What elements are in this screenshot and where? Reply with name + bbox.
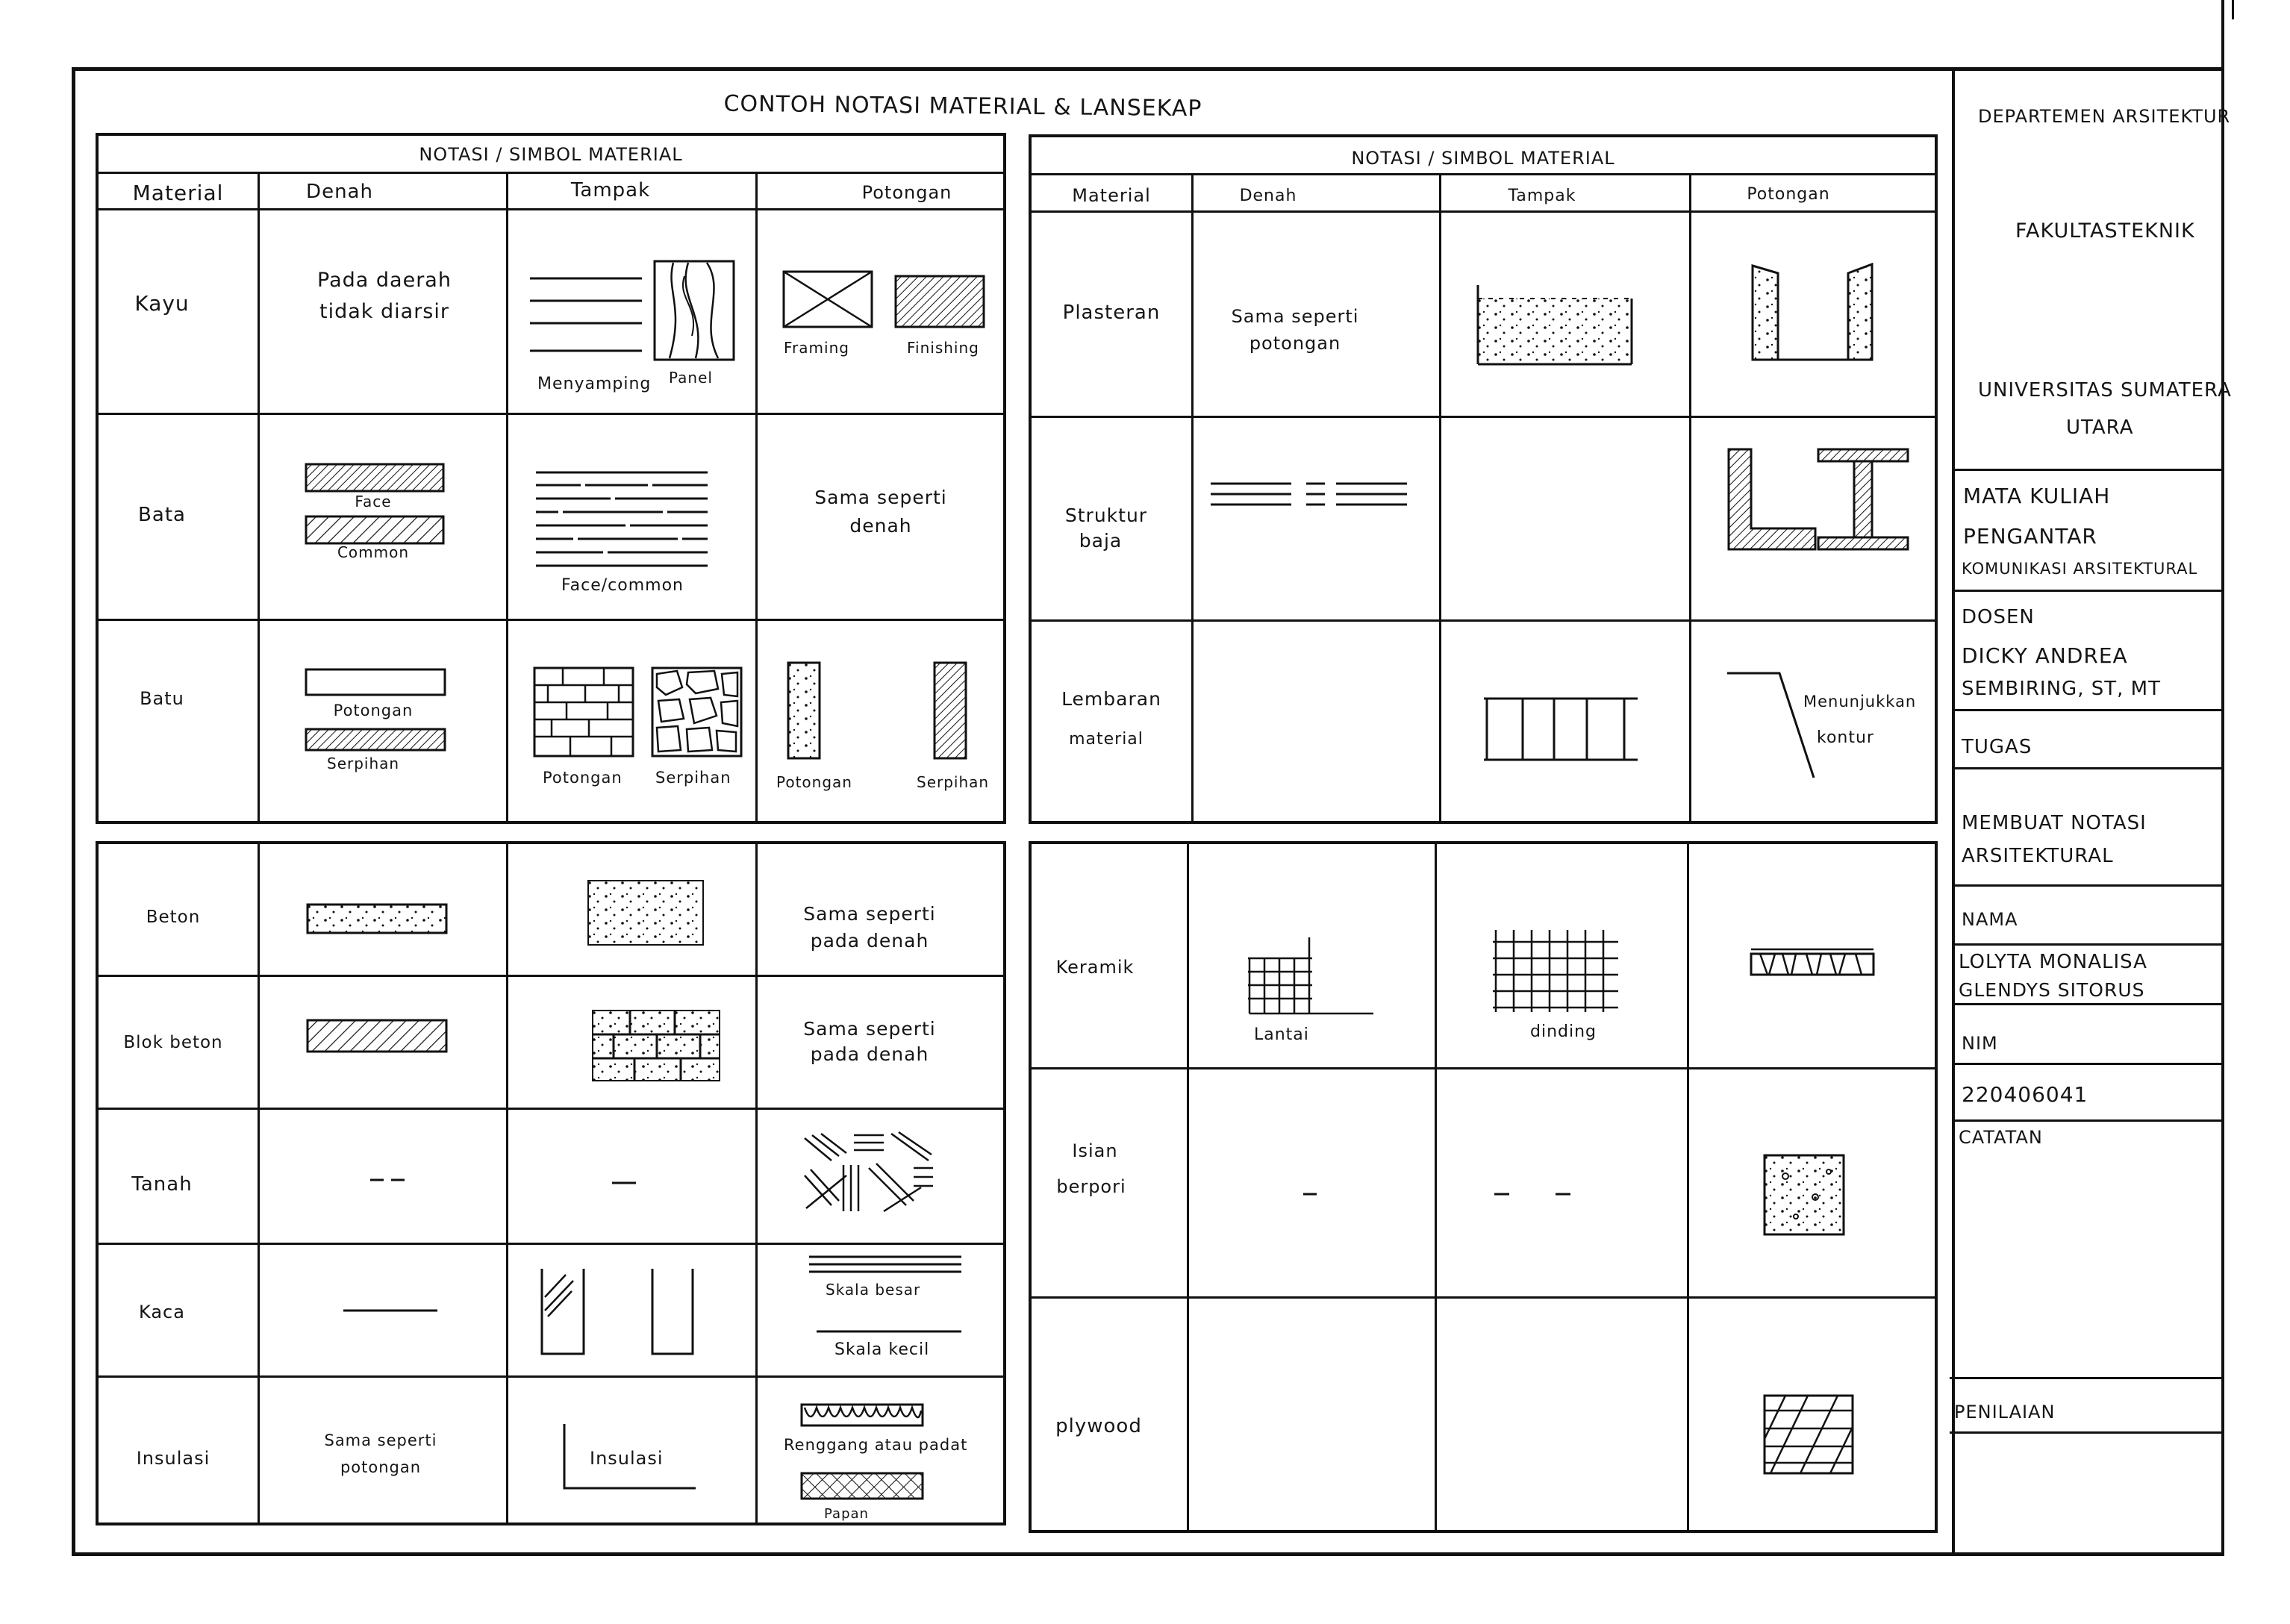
batu-label-serpihan: Serpihan [327,755,400,772]
tb-universitas-line1: UNIVERSITAS SUMATERA [1978,379,2232,402]
struktur-potongan-symbol [1726,446,1912,552]
panel2-header-potongan: Potongan [1747,185,1830,204]
panel2-header-tampak: Tampak [1508,187,1576,205]
batu-potongan-serpihan-symbol [933,661,969,762]
insulasi-potongan-papan-symbol [800,1472,926,1502]
material-bata: Bata [138,504,186,526]
lembaran-tampak-symbol [1482,694,1639,764]
blok-beton-potongan-line1: Sama seperti [803,1018,936,1040]
material-kaca: Kaca [139,1302,185,1322]
tb-dosen-label: DOSEN [1962,606,2035,628]
sheet-border-top [72,67,2221,71]
tb-penilaian-label: PENILAIAN [1954,1402,2056,1422]
plasteran-denah-line2: potongan [1249,333,1341,354]
kaca-label-skala-kecil: Skala kecil [834,1340,930,1359]
bata-label-face: Face [355,493,392,510]
material-struktur-line1: Struktur [1064,505,1148,526]
kayu-label-panel: Panel [669,369,713,387]
tb-fakultas: FAKULTASTEKNIK [2015,219,2195,243]
tanah-denah-symbol [369,1176,406,1184]
bata-denah-face-symbol [305,463,446,494]
kayu-denah-line1: Pada daerah [317,269,452,292]
tb-nama-line2: GLENDYS SITORUS [1959,979,2145,1001]
title-block-divider [1952,71,1955,1552]
tb-mata-kuliah-line1: PENGANTAR [1963,524,2097,549]
keramik-label-dinding: dinding [1530,1022,1597,1041]
bata-label-common: Common [337,543,410,561]
kaca-label-skala-besar: Skala besar [826,1281,921,1299]
keramik-label-lantai: Lantai [1254,1025,1309,1044]
material-tanah: Tanah [131,1173,193,1196]
insulasi-label-renggang: Renggang atau padat [784,1436,968,1454]
material-isian-line1: Isian [1072,1140,1118,1161]
kayu-potongan-finishing-symbol [894,275,988,331]
isian-tampak-symbol [1493,1191,1575,1197]
kaca-tampak-symbol-2 [649,1267,696,1357]
kaca-potongan-skala-besar-symbol [808,1254,964,1276]
crop-mark-top [2232,0,2234,19]
material-lembaran-line2: material [1069,730,1144,749]
tb-tugas-line2: ARSITEKTURAL [1962,845,2114,867]
batu-potongan-label-serpihan: Serpihan [917,773,990,791]
material-keramik: Keramik [1055,957,1135,978]
bata-potongan-line2: denah [849,515,912,537]
isian-denah-symbol [1302,1191,1318,1197]
batu-denah-potongan-symbol [305,668,448,699]
tb-universitas-line2: UTARA [2066,416,2134,439]
beton-potongan-line2: pada denah [810,930,929,952]
tb-nama-label: NAMA [1962,909,2018,930]
insulasi-denah-line2: potongan [340,1458,422,1476]
tanah-potongan-symbol [802,1131,935,1214]
sheet-border-bottom [72,1552,2221,1556]
plywood-potongan-symbol [1763,1394,1856,1476]
batu-potongan-potongan-symbol [787,661,823,762]
panel2-title: NOTASI / SIMBOL MATERIAL [1351,148,1615,169]
material-batu: Batu [140,688,184,709]
panel2-header-denah: Denah [1239,187,1297,205]
blok-beton-denah-symbol [306,1019,449,1055]
material-kayu: Kayu [134,291,190,316]
beton-denah-symbol [306,903,449,936]
batu-denah-serpihan-symbol [305,728,448,753]
kaca-denah-symbol [342,1308,439,1314]
insulasi-label-papan: Papan [824,1506,869,1522]
batu-tampak-serpihan-symbol [651,666,744,760]
beton-tampak-symbol [587,879,706,948]
keramik-tampak-symbol [1491,928,1620,1018]
bata-label-facecommon: Face/common [561,576,684,595]
panel1-header-potongan: Potongan [861,182,952,203]
batu-tampak-label-potongan: Potongan [543,769,623,787]
plasteran-tampak-symbol [1476,284,1635,367]
kayu-label-framing: Framing [784,339,849,357]
kayu-denah-line2: tidak diarsir [319,300,449,323]
struktur-denah-symbol [1209,479,1411,509]
tb-tugas-line1: MEMBUAT NOTASI [1962,812,2147,834]
tb-dosen-line2: SEMBIRING, ST, MT [1962,678,2161,700]
material-plywood: plywood [1055,1415,1142,1437]
kayu-label-finishing: Finishing [907,339,979,357]
material-isian-line2: berpori [1056,1176,1126,1197]
batu-tampak-potongan-symbol [533,666,636,760]
material-beton: Beton [146,908,201,927]
blok-beton-tampak-symbol [591,1009,723,1084]
keramik-denah-symbol [1247,936,1375,1016]
material-plasteran: Plasteran [1062,302,1161,324]
bata-denah-common-symbol [305,515,446,546]
tb-departemen: DEPARTEMEN ARSITEKTUR [1978,106,2231,127]
sheet-title: CONTOH NOTASI MATERIAL & LANSEKAP [723,90,1202,122]
isian-potongan-symbol [1763,1154,1847,1237]
plasteran-potongan-symbol [1748,263,1882,363]
plasteran-denah-line1: Sama seperti [1231,306,1359,327]
tb-dosen-line1: DICKY ANDREA [1962,643,2128,668]
kaca-tampak-symbol-1 [539,1267,587,1357]
material-lembaran-line1: Lembaran [1061,688,1161,710]
tb-nama-line1: LOLYTA MONALISA [1959,951,2147,973]
tb-nim-value: 220406041 [1962,1082,2088,1107]
lembaran-label-kontur: kontur [1817,728,1874,747]
sheet-border-left [72,67,75,1555]
keramik-potongan-symbol [1750,946,1875,982]
insulasi-tampak-label: Insulasi [590,1448,664,1469]
panel1-header-denah: Denah [306,181,373,203]
batu-label-potongan: Potongan [333,702,414,719]
insulasi-denah-line1: Sama seperti [324,1431,437,1449]
insulasi-potongan-renggang-symbol [800,1403,926,1428]
panel1-header-material: Material [132,181,224,205]
kayu-potongan-framing-symbol [782,270,876,330]
panel1-header-tampak: Tampak [570,179,651,202]
batu-potongan-label-potongan: Potongan [776,773,852,791]
kayu-tampak-menyamping-symbol [530,272,646,362]
beton-potongan-line1: Sama seperti [803,903,936,925]
panel2-header-material: Material [1072,185,1151,206]
bata-potongan-line1: Sama seperti [814,487,947,508]
batu-tampak-label-serpihan: Serpihan [655,769,731,787]
kaca-potongan-skala-kecil-symbol [815,1328,964,1334]
tb-mata-kuliah-line2: KOMUNIKASI ARSITEKTURAL [1962,560,2198,578]
tb-tugas-label: TUGAS [1962,736,2032,758]
material-struktur-line2: baja [1079,530,1123,552]
blok-beton-potongan-line2: pada denah [810,1043,929,1065]
panel1-title: NOTASI / SIMBOL MATERIAL [419,144,683,165]
lembaran-potongan-kontur-symbol [1726,669,1823,781]
material-insulasi: Insulasi [136,1448,210,1469]
tb-catatan-label: CATATAN [1959,1127,2043,1148]
kayu-label-menyamping: Menyamping [537,375,652,393]
material-blok-beton: Blok beton [123,1033,223,1052]
tb-mata-kuliah-label: MATA KULIAH [1963,484,2111,508]
tanah-tampak-symbol [611,1179,637,1187]
kayu-tampak-panel-symbol [655,261,737,362]
tb-nim-label: NIM [1962,1033,1998,1054]
lembaran-label-menunjukkan: Menunjukkan [1803,693,1917,710]
bata-tampak-symbol [536,469,709,573]
